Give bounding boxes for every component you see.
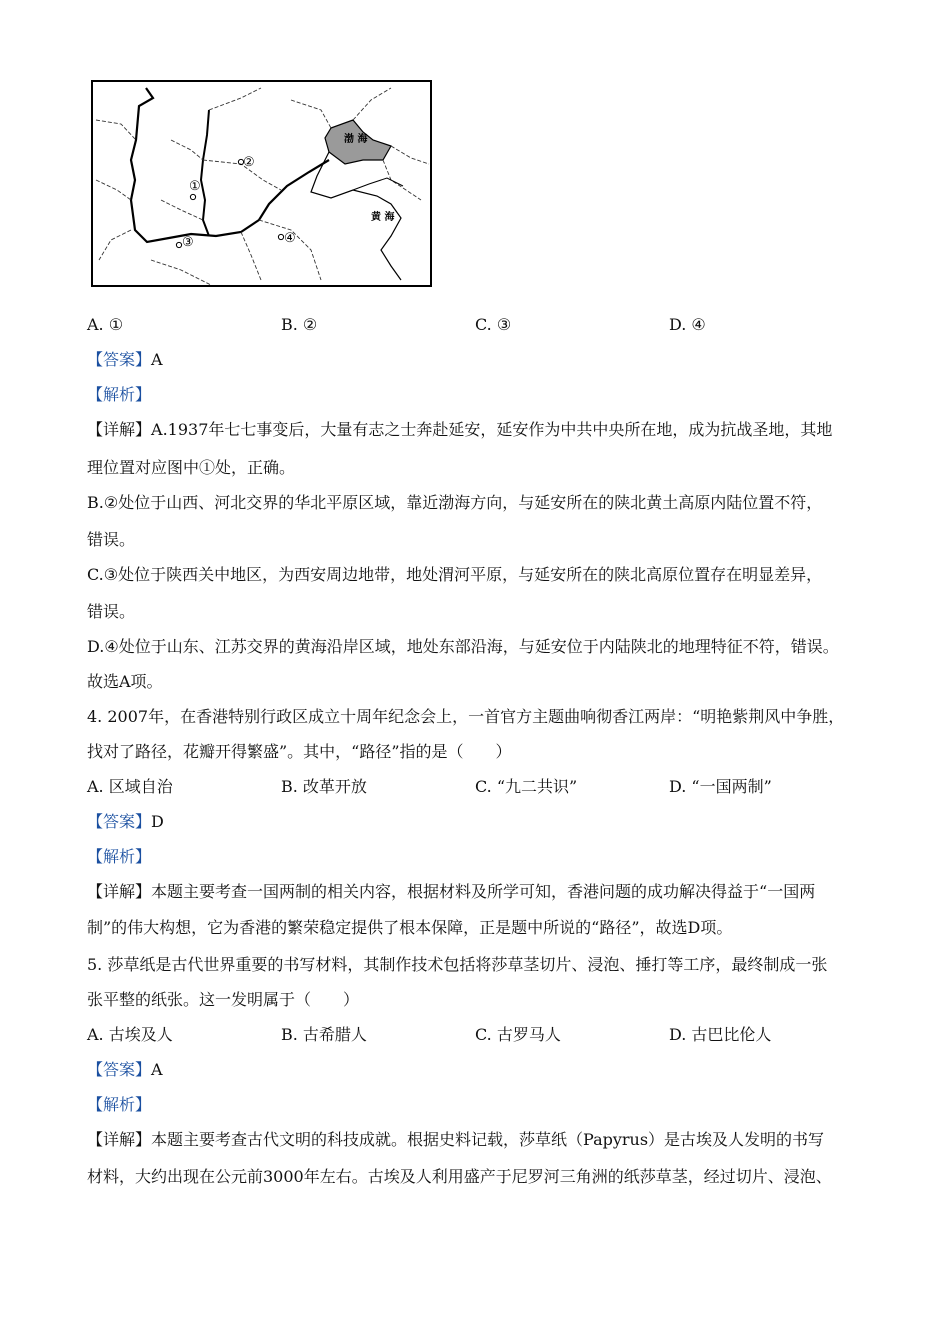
q5-option-d: D. 古巴比伦人 (669, 1025, 772, 1044)
q3-option-a: A. ① (87, 315, 124, 334)
answer-value: D (151, 812, 164, 831)
q4-option-c: C. “九二共识” (475, 777, 578, 796)
detail-tag: 【详解】 (87, 1130, 152, 1149)
q3-option-d: D. ④ (669, 315, 706, 334)
q3-line-5: C.③处位于陕西关中地区，为西安周边地带，地处渭河平原，与延安所在的陕北高原位置存在明显差异， (87, 565, 823, 584)
q4-line-2: 制”的伟大构想，它为香港的繁荣稳定提供了根本保障，正是题中所说的“路径”，故选D项。 (87, 918, 733, 937)
q4-detail-text: 本题主要考查一国两制的相关内容，根据材料及所学可知，香港问题的成功解决得益于“一国两 (151, 882, 816, 901)
q3-line-8: 故选A项。 (87, 672, 163, 691)
marker-4: ④ (284, 231, 296, 246)
answer-tag: 【答案】 (87, 1060, 152, 1079)
q5-option-a: A. 古埃及人 (87, 1025, 173, 1044)
q3-option-b: B. ② (281, 315, 318, 334)
marker-2: ② (243, 155, 255, 170)
q3-line-4: 错误。 (87, 530, 136, 549)
q5-option-b: B. 古希腊人 (281, 1025, 367, 1044)
q5-detail-line (87, 1130, 824, 1150)
q4-detail-line (87, 882, 815, 902)
q4-option-a: A. 区域自治 (87, 777, 173, 796)
map-figure (91, 80, 432, 287)
answer-tag: 【答案】 (87, 350, 152, 369)
q3-line-3: B.②处位于山西、河北交界的华北平原区域，靠近渤海方向，与延安所在的陕北黄土高原内陆位置不符， (87, 493, 823, 512)
q3-line-2: 理位置对应图中①处，正确。 (87, 458, 296, 477)
q5-stem-1: 5. 莎草纸是古代世界重要的书写材料，其制作技术包括将莎草茎切片、浸泡、捶打等工序，最终制成一张 (87, 955, 828, 974)
marker-3: ③ (182, 235, 194, 250)
analysis-tag: 【解析】 (87, 385, 152, 404)
q3-option-c: C. ③ (475, 315, 512, 334)
q5-stem-2: 张平整的纸张。这一发明属于（ ） (87, 990, 360, 1009)
q3-line-6: 错误。 (87, 602, 136, 621)
q5-line-2: 材料，大约出现在公元前3000年左右。古埃及人利用盛产于尼罗河三角洲的纸莎草茎，经过切片、浸泡、 (87, 1167, 832, 1186)
q4-stem-2: 找对了路径，花瓣开得繁盛”。其中，“路径”指的是（ ） (87, 742, 512, 761)
q4-option-d: D. “一国两制” (669, 777, 772, 796)
q4-stem-1: 4. 2007年，在香港特别行政区成立十周年纪念会上，一首官方主题曲响彻香江两岸：“明艳紫荆风中争胜， (87, 707, 845, 726)
answer-value: A (151, 350, 163, 369)
q3-answer-line (87, 350, 163, 370)
q3-line-7: D.④处位于山东、江苏交界的黄海沿岸区域，地处东部沿海，与延安位于内陆陕北的地理特征不符，错误。 (87, 637, 839, 656)
answer-tag: 【答案】 (87, 812, 152, 831)
detail-tag: 【详解】 (87, 420, 152, 439)
q3-detail-line (87, 420, 832, 440)
marker-1: ① (189, 179, 201, 194)
q3-detail-text: A.1937年七七事变后，大量有志之士奔赴延安，延安作为中共中央所在地，成为抗战圣地，其地 (151, 420, 833, 439)
huanghai-label: 黄 海 (371, 212, 395, 223)
answer-value: A (151, 1060, 163, 1079)
q5-option-c: C. 古罗马人 (475, 1025, 561, 1044)
detail-tag: 【详解】 (87, 882, 152, 901)
analysis-tag: 【解析】 (87, 1095, 152, 1114)
q4-answer-line (87, 812, 164, 832)
q4-option-b: B. 改革开放 (281, 777, 367, 796)
q5-answer-line (87, 1060, 163, 1080)
analysis-tag: 【解析】 (87, 847, 152, 866)
bohai-label: 渤 海 (344, 134, 368, 145)
q5-detail-text: 本题主要考查古代文明的科技成就。根据史料记载，莎草纸（Papyrus）是古埃及人发明的书写 (151, 1130, 825, 1149)
